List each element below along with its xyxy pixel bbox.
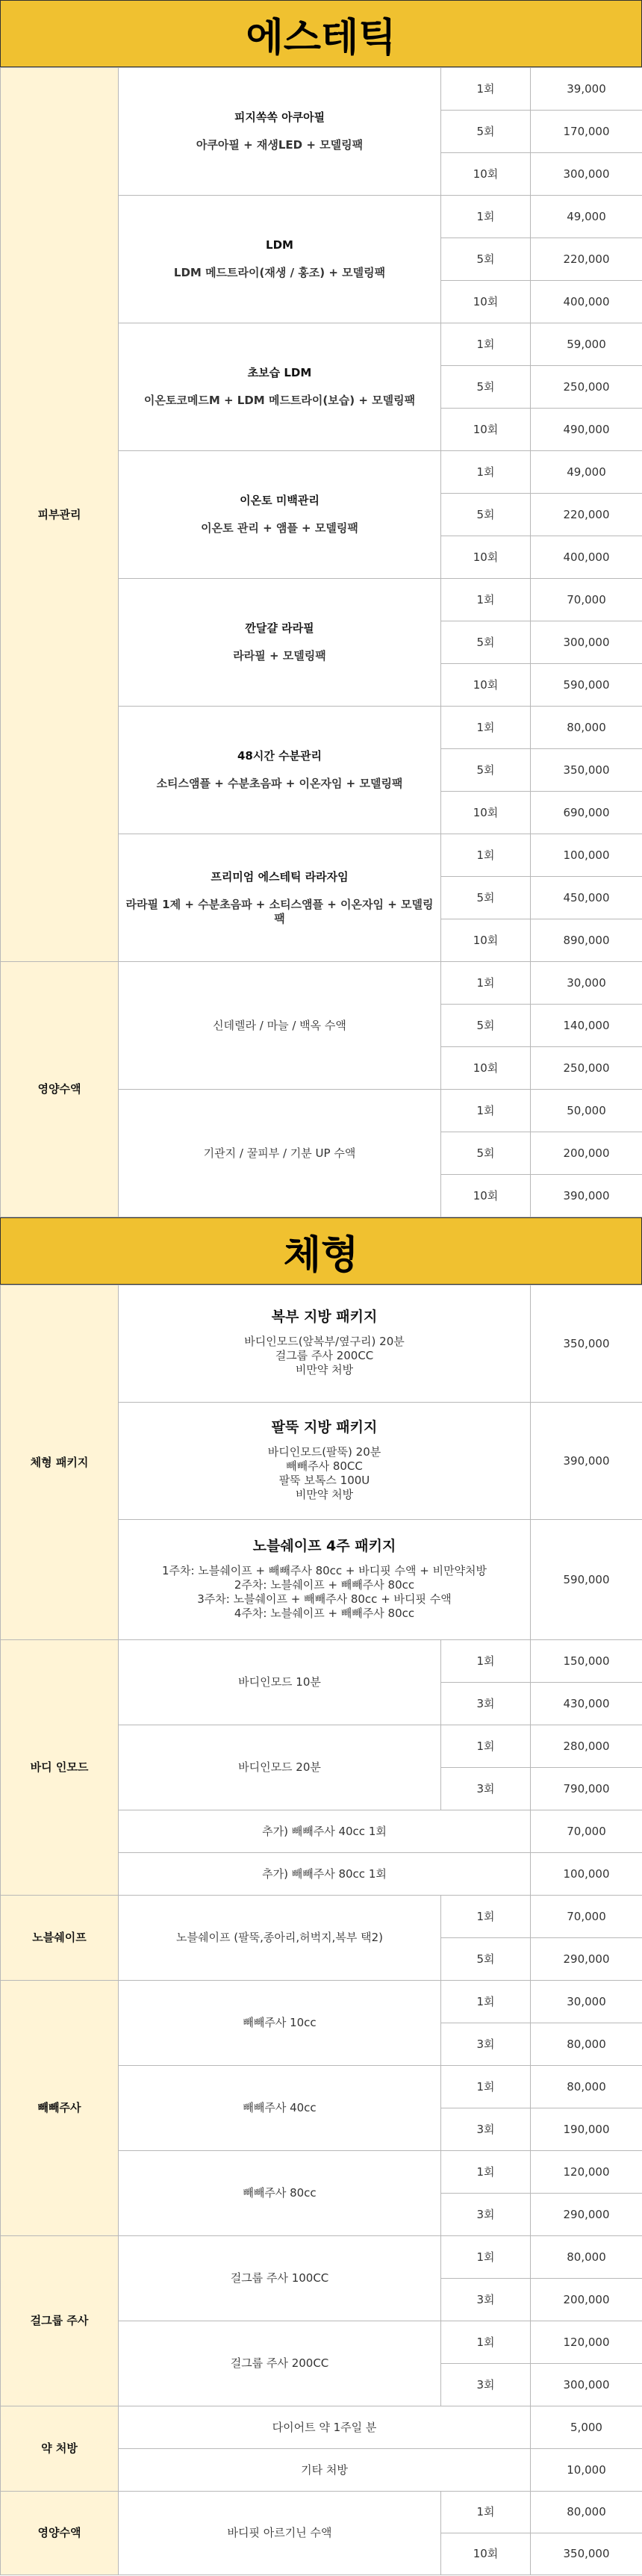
price: 70,000	[531, 579, 642, 621]
price: 300,000	[531, 153, 642, 196]
price: 390,000	[531, 1175, 642, 1217]
service-cell	[119, 196, 441, 323]
session-count: 10회	[441, 1175, 531, 1217]
price: 150,000	[531, 1640, 642, 1683]
price: 80,000	[531, 2492, 642, 2533]
session-count: 10회	[441, 792, 531, 834]
session-count: 5회	[441, 1938, 531, 1981]
session-count: 10회	[441, 1047, 531, 1090]
service-description: 소티스앰플 + 수분초음파 + 이온자임 + 모델링팩	[156, 777, 403, 790]
price: 120,000	[531, 2321, 642, 2364]
session-count: 1회	[441, 68, 531, 111]
session-count: 1회	[441, 196, 531, 238]
service-title: 깐달걀 라라필	[245, 621, 314, 635]
session-count: 1회	[441, 707, 531, 749]
aesthetic-header	[0, 0, 642, 67]
package-line: 바디인모드(앞복부/옆구리) 20분	[244, 1335, 405, 1348]
session-count: 3회	[441, 2023, 531, 2066]
service-cell	[119, 451, 441, 579]
price: 890,000	[531, 919, 642, 962]
price: 10,000	[531, 2449, 642, 2492]
price: 200,000	[531, 1132, 642, 1175]
package-line: 팔뚝 보톡스 100U	[278, 1473, 370, 1487]
price: 80,000	[531, 2066, 642, 2108]
session-count: 10회	[441, 536, 531, 579]
category-label: 체형 패키지	[1, 1285, 119, 1640]
session-count: 1회	[441, 2492, 531, 2533]
category-label: 빼빼주사	[1, 1981, 119, 2236]
session-count: 3회	[441, 2108, 531, 2151]
category-label: 약 처방	[1, 2406, 119, 2492]
service-cell	[119, 707, 441, 834]
session-count: 10회	[441, 664, 531, 707]
price: 220,000	[531, 238, 642, 281]
service-description: LDM 메드트라이(재생 / 홍조) + 모델링팩	[173, 266, 386, 279]
aesthetic-price-table	[0, 67, 642, 1217]
session-count: 10회	[441, 919, 531, 962]
package-line: 2주차: 노블쉐이프 + 빼빼주사 80cc	[234, 1577, 415, 1592]
package-line: 1주차: 노블쉐이프 + 빼빼주사 80cc + 바디핏 수액 + 비만약처방	[161, 1563, 487, 1577]
service-name: 기타 처방	[119, 2449, 531, 2492]
price: 390,000	[531, 1403, 642, 1520]
service-description: 이온토 관리 + 앰플 + 모델링팩	[201, 521, 358, 535]
table-row	[1, 2492, 642, 2533]
session-count: 10회	[441, 409, 531, 451]
session-count: 5회	[441, 749, 531, 792]
service-cell	[119, 323, 441, 451]
session-count: 1회	[441, 2321, 531, 2364]
service-title: 피지쏙쏙 아쿠아필	[234, 111, 325, 124]
service-name: 빼빼주사 40cc	[119, 2066, 441, 2151]
body-title: 체형	[283, 1232, 359, 1278]
service-title: 48시간 수분관리	[237, 749, 322, 763]
session-count: 5회	[441, 238, 531, 281]
service-title: 이온토 미백관리	[240, 494, 320, 507]
table-row	[1, 2236, 642, 2279]
package-line: 걸그룹 주사 200CC	[275, 1349, 374, 1362]
service-name: 빼빼주사 10cc	[119, 1981, 441, 2066]
price: 170,000	[531, 111, 642, 153]
session-count: 5회	[441, 111, 531, 153]
package-line: 3주차: 노블쉐이프 + 빼빼주사 80cc + 바디핏 수액	[197, 1592, 452, 1606]
service-title: 프리미엄 에스테틱 라라자임	[211, 869, 349, 884]
service-name: 바디인모드 10분	[119, 1640, 441, 1725]
service-name: 바디인모드 20분	[119, 1725, 441, 1810]
extra-service-name: 추가) 빼빼주사 80cc 1회	[119, 1853, 531, 1896]
price: 200,000	[531, 2279, 642, 2321]
price: 80,000	[531, 2023, 642, 2066]
service-cell: 신데렐라 / 마늘 / 백옥 수액	[119, 962, 441, 1090]
price: 30,000	[531, 1981, 642, 2023]
session-count: 1회	[441, 1981, 531, 2023]
session-count: 5회	[441, 621, 531, 664]
price: 70,000	[531, 1896, 642, 1938]
package-cell	[119, 1520, 531, 1640]
price: 5,000	[531, 2406, 642, 2449]
service-name: 걸그룹 주사 100CC	[119, 2236, 441, 2321]
session-count: 5회	[441, 366, 531, 409]
service-description: 아쿠아필 + 재생LED + 모델링팩	[196, 138, 364, 152]
service-name: 다이어트 약 1주일 분	[119, 2406, 531, 2449]
session-count: 5회	[441, 877, 531, 919]
session-count: 10회	[441, 281, 531, 323]
body-header	[0, 1217, 642, 1285]
price: 49,000	[531, 451, 642, 494]
price: 790,000	[531, 1768, 642, 1810]
category-label: 영양수액	[1, 962, 119, 1217]
category-label: 노블쉐이프	[1, 1896, 119, 1981]
package-line: 비만약 처방	[295, 1363, 354, 1377]
price: 590,000	[531, 1520, 642, 1640]
package-line: 4주차: 노블쉐이프 + 빼빼주사 80cc	[234, 1606, 415, 1620]
session-count: 1회	[441, 451, 531, 494]
service-description: 라라필 + 모델링팩	[233, 649, 326, 662]
price: 590,000	[531, 664, 642, 707]
price: 59,000	[531, 323, 642, 366]
category-label: 바디 인모드	[1, 1640, 119, 1896]
price: 400,000	[531, 536, 642, 579]
price: 250,000	[531, 366, 642, 409]
price: 50,000	[531, 1090, 642, 1132]
price: 350,000	[531, 749, 642, 792]
body-price-table	[0, 1285, 642, 2575]
session-count: 3회	[441, 1683, 531, 1725]
price: 100,000	[531, 834, 642, 877]
price: 690,000	[531, 792, 642, 834]
session-count: 1회	[441, 834, 531, 877]
price: 490,000	[531, 409, 642, 451]
package-title: 복부 지방 패키지	[271, 1309, 378, 1325]
price: 140,000	[531, 1005, 642, 1047]
session-count: 3회	[441, 2279, 531, 2321]
price: 100,000	[531, 1853, 642, 1896]
package-title: 팔뚝 지방 패키지	[271, 1418, 378, 1436]
price: 120,000	[531, 2151, 642, 2194]
package-line: 빼빼주사 80CC	[286, 1459, 363, 1473]
session-count: 3회	[441, 1768, 531, 1810]
price: 190,000	[531, 2108, 642, 2151]
service-name: 빼빼주사 80cc	[119, 2151, 441, 2236]
price: 49,000	[531, 196, 642, 238]
service-cell	[119, 579, 441, 707]
price: 220,000	[531, 494, 642, 536]
service-cell	[119, 68, 441, 196]
table-row	[1, 1285, 642, 1403]
service-name: 걸그룹 주사 200CC	[119, 2321, 441, 2406]
package-title: 노블쉐이프 4주 패키지	[252, 1537, 396, 1554]
price: 350,000	[531, 2533, 642, 2575]
session-count: 10회	[441, 2533, 531, 2575]
package-cell	[119, 1403, 531, 1520]
price: 300,000	[531, 2364, 642, 2406]
table-row	[1, 1896, 642, 1938]
price: 280,000	[531, 1725, 642, 1768]
package-line: 비만약 처방	[295, 1487, 354, 1501]
table-row	[1, 2406, 642, 2449]
service-description: 라라필 1제 + 수분초음파 + 소티스앰플 + 이온자임 + 모델링팩	[125, 897, 434, 925]
price: 290,000	[531, 2194, 642, 2236]
price: 430,000	[531, 1683, 642, 1725]
package-line: 바디인모드(팔뚝) 20분	[267, 1444, 381, 1459]
category-label: 피부관리	[1, 68, 119, 962]
service-title: LDM	[266, 238, 293, 252]
session-count: 1회	[441, 962, 531, 1005]
session-count: 1회	[441, 1090, 531, 1132]
session-count: 5회	[441, 1132, 531, 1175]
package-cell	[119, 1285, 531, 1403]
aesthetic-title: 에스테틱	[246, 15, 396, 60]
price: 400,000	[531, 281, 642, 323]
session-count: 3회	[441, 2194, 531, 2236]
session-count: 5회	[441, 494, 531, 536]
price: 250,000	[531, 1047, 642, 1090]
price: 300,000	[531, 621, 642, 664]
session-count: 3회	[441, 2364, 531, 2406]
session-count: 1회	[441, 1640, 531, 1683]
price: 80,000	[531, 2236, 642, 2279]
service-title: 초보습 LDM	[247, 366, 312, 379]
price: 39,000	[531, 68, 642, 111]
session-count: 1회	[441, 2151, 531, 2194]
table-row	[1, 1640, 642, 1683]
session-count: 10회	[441, 153, 531, 196]
table-row	[1, 1981, 642, 2023]
service-description: 이온토코메드M + LDM 메드트라이(보습) + 모델링팩	[143, 394, 416, 407]
price: 30,000	[531, 962, 642, 1005]
category-label: 영양수액	[1, 2492, 119, 2575]
session-count: 1회	[441, 1725, 531, 1768]
session-count: 5회	[441, 1005, 531, 1047]
service-cell: 기관지 / 꿀피부 / 기분 UP 수액	[119, 1090, 441, 1217]
session-count: 1회	[441, 2236, 531, 2279]
service-name: 노블쉐이프 (팔뚝,종아리,허벅지,복부 택2)	[119, 1896, 441, 1981]
table-row	[1, 962, 642, 1005]
service-name: 바디핏 아르기닌 수액	[119, 2492, 441, 2575]
session-count: 1회	[441, 579, 531, 621]
session-count: 1회	[441, 1896, 531, 1938]
table-row	[1, 68, 642, 111]
price: 70,000	[531, 1810, 642, 1853]
price: 80,000	[531, 707, 642, 749]
session-count: 1회	[441, 2066, 531, 2108]
service-cell	[119, 834, 441, 962]
session-count: 1회	[441, 323, 531, 366]
extra-service-name: 추가) 빼빼주사 40cc 1회	[119, 1810, 531, 1853]
price: 350,000	[531, 1285, 642, 1403]
category-label: 걸그룹 주사	[1, 2236, 119, 2406]
price: 450,000	[531, 877, 642, 919]
price: 290,000	[531, 1938, 642, 1981]
